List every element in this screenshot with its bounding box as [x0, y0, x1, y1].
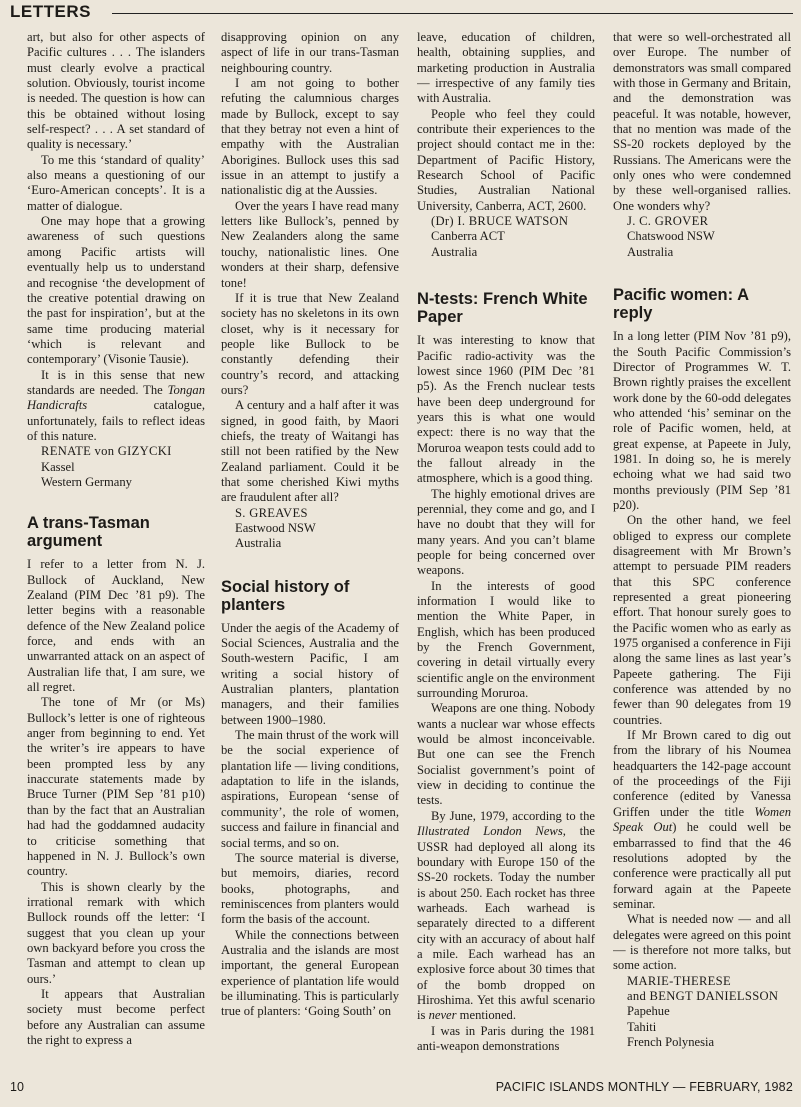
page-header [10, 2, 793, 24]
letter-headline: N-tests: French White Paper [417, 290, 588, 327]
location: French Polynesia [627, 1034, 715, 1049]
paragraph: Weapons are one thing. Nobody wants a nuclear war whose effects would be almost inconceivable. But one can see the French Socialist government’s point of view in deciding to continue the tests. [417, 701, 595, 808]
paragraph: It was interesting to know that Pacific radio-activity was the lowest since 1960 (PIM Dec ’81 p5). As the French nuclear tests have been deep underground for years this is what one would expect: there is no way that the Moruroa weapon tests could add to the fallout already in the atmosphere, which is a good thing. [417, 333, 595, 486]
paragraph: The tone of Mr (or Ms) Bullock’s letter is one of righteous anger from beginning to end. Yet the writer’s ire appears to have been prompted less by any inaccurate statements made by Bruce Turner (PIM Sep ’81 p10) than by the fact that an Australian had had the goddamned audacity to criticise something that happened in N. J. Bullock’s own country. [27, 695, 205, 879]
page-number: 10 [10, 1080, 24, 1094]
letter-headline: Pacific women: A reply [613, 286, 749, 323]
section-title: LETTERS [10, 2, 91, 21]
location: Canberra ACT [431, 229, 505, 244]
text-run: mentioned. [456, 1008, 516, 1023]
italic-emphasis: never [428, 1008, 457, 1023]
paragraph: The main thrust of the work will be the social experience of plantation life — living conditions, adaptation to life in the islands, aspirations, European ‘sense of community’, the role of women, success and failure in financial and social terms, and so on. [221, 728, 399, 850]
paragraph: While the connections between Australia and the islands are most important, the general European experience of plantation life would be illuminating. This is particularly true of planters: ‘Going South’ on [221, 927, 399, 1019]
location: Papehue [627, 1004, 670, 1019]
paragraph: that were so well-orchestrated all over Europe. The number of demonstrators was small compared with those in Germany and Britain, and the demonstration was peaceful. It was notable, however, that no mention was made of the SS-20 rockets deployed by the Russians. The Americans were the only ones who were condemned by these well-organised rallies. One wonders why? [613, 30, 791, 213]
italic-title: Women Speak Out [613, 804, 791, 835]
location: Australia [431, 244, 478, 259]
paragraph: People who feel they could contribute their experiences to the project should contact me in the: Department of Pacific History, Research School of Pacific Studies, Australian National University, Canberra, ACT, 2600. [417, 106, 595, 213]
signature: RENATE von GIZYCKI [41, 444, 172, 459]
paragraph: art, but also for other aspects of Pacific cultures . . . The islanders must clearly evolve a practical solution. Obviously, tourist income is needed. The question is how can this be obtained without losing self-respect? . . . A set standard of quality is necessary.’ [27, 30, 205, 152]
signature: and BENGT DANIELSSON [627, 988, 779, 1003]
paragraph: In the interests of good information I would like to mention the White Paper, in English, which has been produced by the French Government, covering in detail virtually every scientific angle on the environment surrounding Moruroa. [417, 578, 595, 701]
column-3 [417, 30, 595, 1070]
paragraph: leave, education of children, health, obtaining supplies, and marketing production in Australia — irrespective of any family ties with Australia. [417, 30, 595, 106]
paragraph: This is shown clearly by the irrational remark with which Bullock rounds off the letter: ‘I suggest that you clean up your own backyard before you cross the Tasman and attempt to clean up ours.’ [27, 879, 205, 986]
header-rule [112, 13, 793, 14]
paragraph: I am not going to bother refuting the calumnious charges made by Bullock, except to say that they betray not even a hint of empathy with the Australian Aborigines. Bullock uses this sad issue in an attempt to justify a nationalistic dig at the Aussies. [221, 76, 399, 198]
paragraph [613, 728, 791, 912]
paragraph: The source material is diverse, but memoirs, diaries, record books, photographs, and reminiscences from planters would form the basis of the account. [221, 850, 399, 927]
paragraph: To me this ‘standard of quality’ also means a questioning of our ‘Euro-American concepts’. It is a matter of dialogue. [27, 152, 205, 213]
location: Australia [627, 244, 674, 259]
page-footer [10, 1080, 793, 1098]
paragraph: The highly emotional drives are perennial, they come and go, and I have no doubt that they will for many years. And you can’t blame people for being concerned over weapons. [417, 486, 595, 578]
paragraph: It appears that Australian society must become perfect before any Australian can assume the right to express a [27, 986, 205, 1047]
italic-title: Illustrated London News [417, 824, 563, 839]
paragraph: Under the aegis of the Academy of Social Sciences, Australia and the South-western Pacific, I am writing a social history of Australian planters, plantation managers, and their families between 1900–1980. [221, 620, 399, 727]
text-run: By June, 1979, according to the [431, 808, 595, 823]
location: Chatswood NSW [627, 229, 715, 244]
letter-headline: Social history of planters [221, 577, 350, 614]
italic-title: Tongan Handicrafts [27, 382, 205, 413]
location: Eastwood NSW [235, 521, 316, 535]
location: Tahiti [627, 1019, 657, 1034]
column-1 [27, 30, 205, 1070]
paragraph: One may hope that a growing awareness of such questions among Pacific artists will eventually help us to understand and recognise ‘the development of the creative potential drawing on the past for inspiration’, but at the same time producing material ‘which is relevant and contemporary’ (Visonie Tausie). [27, 214, 205, 367]
publication-masthead: PACIFIC ISLANDS MONTHLY — FEBRUARY, 1982 [495, 1080, 793, 1094]
letters-columns [27, 30, 793, 1070]
paragraph: On the other hand, we feel obliged to express our complete disagreement with Mr Brown’s attempt to persuade PIM readers that this SPC conference represented a great pioneering effort. That honour surely goes to the Pacific women who as early as 1975 organised a conference in Fiji along the same lines as last year’s Papeete gathering. The Fiji conference was attended by no fewer than 90 delegates from 19 countries. [613, 513, 791, 727]
signature: S. GREAVES [235, 505, 308, 520]
paragraph: What is needed now — and all delegates were agreed on this point — is therefore not more talks, but some action. [613, 912, 791, 973]
letter-headline: A trans-Tasman argument [27, 514, 150, 551]
signature: MARIE-THERESE [627, 973, 731, 988]
paragraph: In a long letter (PIM Nov ’81 p9), the South Pacific Commission’s Director of Programmes W. T. Brown rightly praises the excellent work done by the 60-odd delegates who attended ‘his’ seminar on the role of Pacific women, held, at great expense, at Papeete in July, 1981. In doing so, he is merely echoing what we had said two months previously (PIM Sep ’81 p20). [613, 329, 791, 512]
column-4 [613, 30, 791, 1070]
text-run: ) he could well be embarrassed to find that the 46 resolutions adopted by the conference were practically all put forward again at the Papeete seminar. [613, 820, 791, 911]
paragraph: If it is true that New Zealand society has no skeletons in its own closet, why is it necessary for people like Bullock to be constantly defending their country’s record, and attacking ours? [221, 290, 399, 397]
location: Australia [235, 536, 282, 551]
paragraph [27, 368, 205, 445]
signature: J. C. GROVER [627, 214, 709, 229]
signature: (Dr) I. BRUCE WATSON [431, 214, 569, 229]
column-2 [221, 30, 399, 1070]
location: Kassel [41, 459, 75, 474]
paragraph: disapproving opinion on any aspect of life in our trans-Tasman neighbouring country. [221, 30, 399, 75]
text-run: catalogue, unfortunately, fails to reflect ideas of this nature. [27, 398, 205, 443]
paragraph: Over the years I have read many letters like Bullock’s, penned by New Zealanders along the same touchy, nationalistic lines. One wonders at their sharp, defensive tone! [221, 198, 399, 290]
paragraph: I was in Paris during the 1981 anti-weapon demonstrations [417, 1023, 595, 1053]
text-run: If Mr Brown cared to dig out from the library of his Noumea headquarters the 142-page account of the proceedings of the Fiji conference (edited by Vanessa Griffen under the title [613, 728, 791, 819]
text-run: , the USSR had deployed all along its boundary with Europe 150 of the SS-20 rockets. Today the number is about 250. Each rocket has three warheads. Each warhead is separately directed to a different city with an accuracy of about half a mile. Each warhead has an explosive force about 30 times that of the bomb dropped on Hiroshima. Yet this awful scenario is [417, 824, 595, 1023]
paragraph: A century and a half after it was signed, in good faith, by Maori chiefs, the treaty of Waitangi has still not been ratified by the New Zealand parliament. Could it be that some cherished Kiwi myths are fraudulent after all? [221, 398, 399, 505]
paragraph: I refer to a letter from N. J. Bullock of Auckland, New Zealand (PIM Dec ’81 p9). The letter begins with a reasonable defence of the New Zealand police force, and ends with an unwarranted attack on an aspect of Australian life that, I am sure, we all regret. [27, 557, 205, 695]
text-run: It is in this sense that new standards are needed. The [27, 367, 205, 397]
location: Western Germany [41, 474, 132, 489]
paragraph [417, 809, 595, 1024]
